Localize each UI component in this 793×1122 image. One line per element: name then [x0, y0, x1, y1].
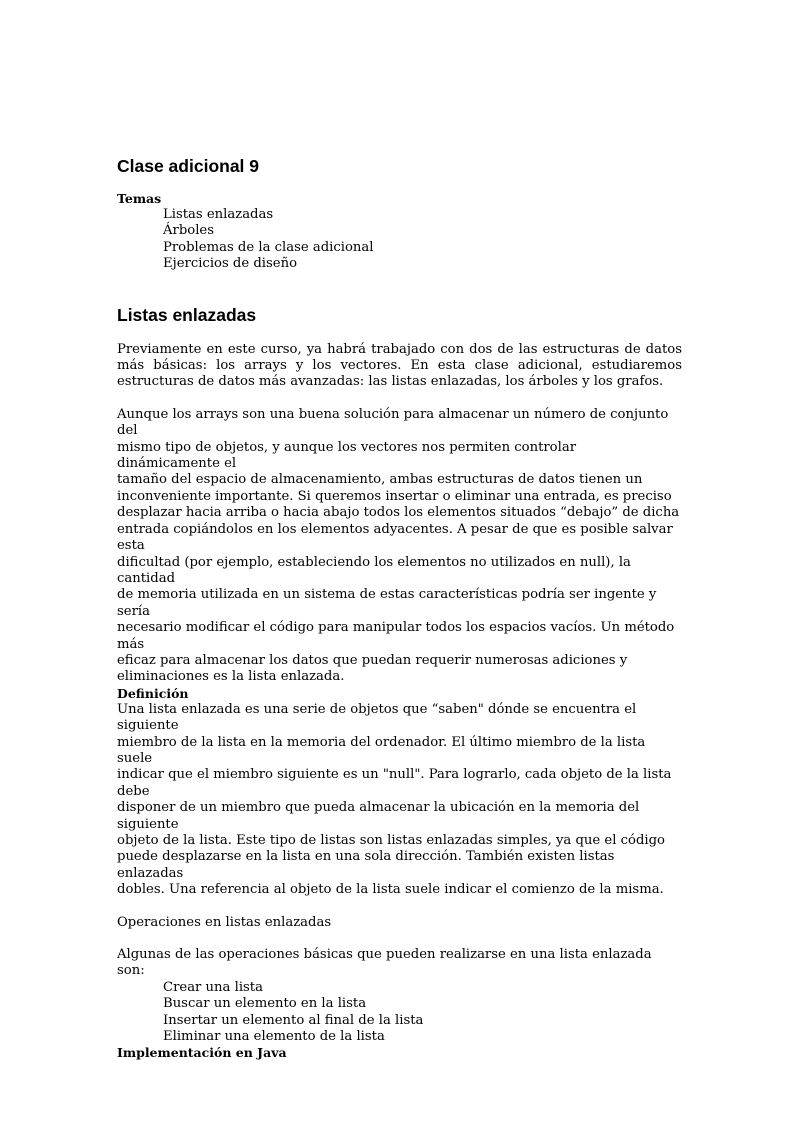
paragraph-arrays — [117, 407, 682, 686]
paragraph-line: mismo tipo de objetos, y aunque los vectores nos permiten controlar dinámicamente el — [117, 439, 577, 472]
operaciones-intro: Algunas de las operaciones básicas que pueden realizarse en una lista enlazada son: — [117, 947, 652, 979]
implementacion-heading: Implementación en Java — [117, 1045, 287, 1061]
paragraph-line: Una lista enlazada es una serie de objetos que “saben" dónde se encuentra el siguiente — [117, 701, 637, 734]
list-item: Insertar un elemento al final de la lista — [163, 1012, 424, 1028]
paragraph-line: inconveniente importante. Si queremos insertar o eliminar una entrada, es preciso — [117, 488, 672, 504]
paragraph-line: entrada copiándolos en los elementos adyacentes. A pesar de que es posible salvar esta — [117, 521, 673, 554]
document-page — [117, 155, 682, 1061]
list-item: Eliminar una elemento de la lista — [163, 1029, 385, 1045]
paragraph-line: tamaño del espacio de almacenamiento, ambas estructuras de datos tienen un — [117, 472, 643, 488]
operaciones-list — [117, 980, 682, 1046]
paragraph-line: puede desplazarse en la lista en una sola dirección. También existen listas enlazadas — [117, 849, 615, 881]
temas-list — [117, 207, 682, 273]
paragraph-line: miembro de la lista en la memoria del ordenador. El último miembro de la lista suele — [117, 734, 646, 766]
paragraph-intro: Previamente en este curso, ya habrá trabajado con dos de las estructuras de datos más básicas: los arrays y los vectores. En esta clase adicional, estudiaremos estructuras de datos más avanzadas: las listas enlazadas, los árboles y los grafos. — [117, 341, 682, 390]
definicion-heading: Definición — [117, 685, 189, 701]
list-item: Árboles — [163, 223, 214, 239]
paragraph-line: indicar que el miembro siguiente es un "null". Para lograrlo, cada objeto de la lista debe — [117, 767, 672, 799]
temas-heading: Temas — [117, 191, 162, 206]
section-heading-listas: Listas enlazadas — [117, 304, 257, 325]
paragraph-line: Aunque los arrays son una buena solución para almacenar un número de conjunto del — [117, 406, 669, 439]
paragraph-line: dobles. Una referencia al objeto de la lista suele indicar el comienzo de la misma. — [117, 882, 664, 898]
list-item: Listas enlazadas — [163, 207, 274, 222]
paragraph-line: necesario modificar el código para manipular todos los espacios vacíos. Un método más — [117, 620, 675, 652]
list-item: Crear una lista — [163, 979, 263, 995]
paragraph-line: eliminaciones es la lista enlazada. — [117, 669, 345, 685]
list-item: Problemas de la clase adicional — [163, 239, 374, 255]
paragraph-line: de memoria utilizada en un sistema de estas características podría ser ingente y sería — [117, 587, 657, 619]
document-title: Clase adicional 9 — [117, 156, 260, 176]
paragraph-definicion — [117, 702, 682, 899]
paragraph-line: objeto de la lista. Este tipo de listas son listas enlazadas simples, ya que el código — [117, 833, 665, 848]
operaciones-label: Operaciones en listas enlazadas — [117, 914, 332, 930]
paragraph-line: dificultad (por ejemplo, estableciendo los elementos no utilizados en null), la cantidad — [117, 554, 631, 586]
paragraph-line: disponer de un miembro que pueda almacenar la ubicación en la memoria del siguiente — [117, 800, 640, 832]
list-item: Buscar un elemento en la lista — [163, 996, 367, 1012]
paragraph-line: desplazar hacia arriba o hacia abajo todos los elementos situados “debajo” de dicha — [117, 505, 680, 521]
paragraph-line: eficaz para almacenar los datos que puedan requerir numerosas adiciones y — [117, 652, 628, 668]
list-item: Ejercicios de diseño — [163, 256, 298, 272]
